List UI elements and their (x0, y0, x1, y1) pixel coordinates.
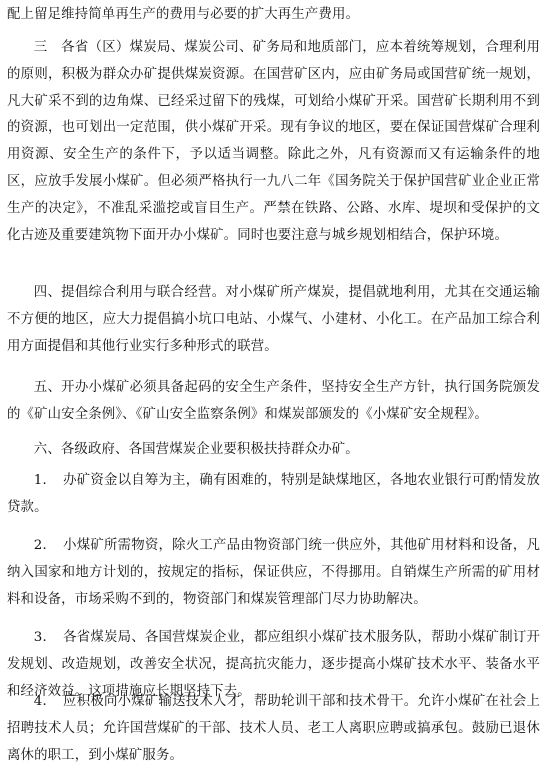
paragraph-three-resource-planning: 三 各省（区）煤炭局、煤炭公司、矿务局和地质部门，应本着统筹规划，合理利用的原则，积极为群众办矿提供煤炭资源。在国营矿区内，应由矿务局或国营矿统一规划，凡大矿采不到的边角煤、已经采过留下的残煤，可划给小煤矿开采。国营矿长期利用不到的资源，也可划出一定范围，供小煤矿开采。现有争议的地区，要在保证国营煤矿合理利用资源、安全生产的条件下，予以适当调整。除此之外，凡有资源而又有运输条件的地区，应放手发展小煤矿。但必须严格执行一九八二年《国务院关于保护国营矿业企业正常生产的决定》，不准乱采滥挖或盲目生产。严禁在铁路、公路、水库、堤坝和受保护的文化古迹及重要建筑物下面开办小煤矿。同时也要注意与城乡规划相结合，保护环境。 (7, 40, 540, 243)
list-item-2-materials: 2． 小煤矿所需物资，除火工产品由物资部门统一供应外，其他矿用材料和设备，凡纳入国家和地方计划的，按规定的指标，保证供应，不得挪用。自销煤生产所需的矿用材料和设备，市场采购不到的，物资部门和煤炭管理部门尽力协助解决。 (7, 538, 540, 607)
paragraph-five-safety-conditions: 五、开办小煤矿必须具备起码的安全生产条件，坚持安全生产方针，执行国务院颁发的《矿山安全条例》、《矿山安全监察条例》和煤炭部颁发的《小煤矿安全规程》。 (7, 380, 540, 422)
paragraph-six-government-support: 六、各级政府、各国营煤炭企业要积极扶持群众办矿。 (33, 442, 359, 457)
paragraph-four-comprehensive-use: 四、提倡综合利用与联合经营。对小煤矿所产煤炭，提倡就地利用，尤其在交通运输不方便的地区，应大力提倡搞小坑口电站、小煤气、小建材、小化工。在产品加工综合利用方面提倡和其他行业实行多种形式的联营。 (7, 285, 540, 354)
list-item-1-funding: 1． 办矿资金以自筹为主，确有困难的，特别是缺煤地区，各地农业银行可酌情发放贷款。 (7, 473, 540, 515)
paragraph-budget-continuation: 配上留足维持简单再生产的费用与必要的扩大再生产费用。 (7, 7, 360, 22)
list-item-4-talent: 4． 应积极向小煤矿输送技术人才，帮助轮训干部和技术骨干。允许小煤矿在社会上招聘技术人员；允许国营煤矿的干部、技术人员、老工人离职应聘或搞承包。鼓励已退休离休的职工，到小煤矿服务。 (7, 694, 540, 763)
list-item-3-technical-service: 3． 各省煤炭局、各国营煤炭企业，都应组织小煤矿技术服务队，帮助小煤矿制订开发规划、改造规划，改善安全状况，提高抗灾能力，逐步提高小煤矿技术水平、装备水平和经济效益。这项措施应长期坚持下去。 (7, 630, 540, 699)
